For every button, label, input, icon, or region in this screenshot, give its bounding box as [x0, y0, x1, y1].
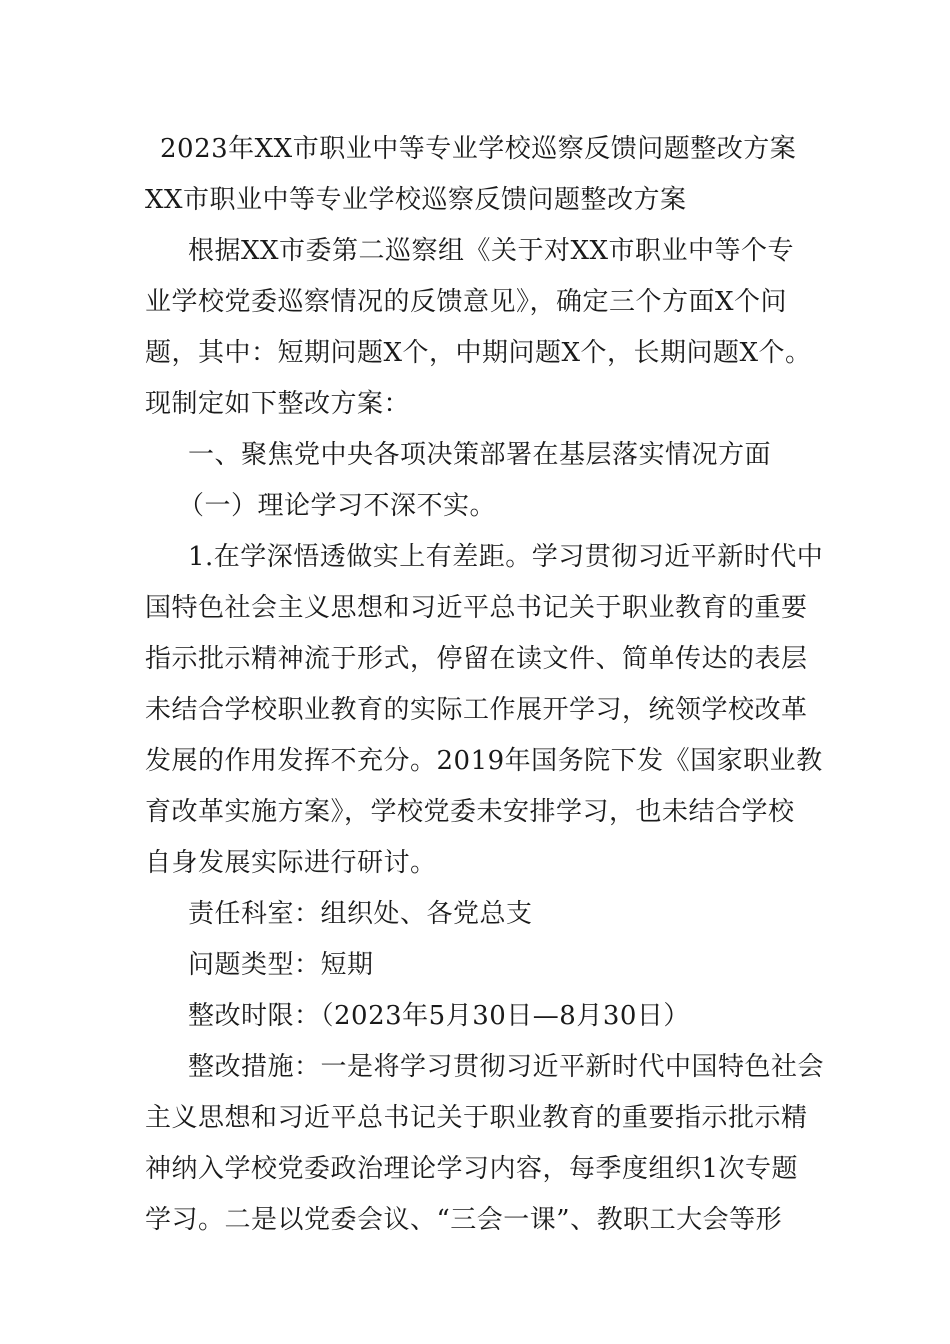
responsible-dept: 责任科室：组织处、各党总支 — [188, 899, 533, 929]
measures-line-3: 神纳入学校党委政治理论学习内容，每季度组织1次专题 — [145, 1154, 799, 1184]
item1-line-3: 指示批示精神流于形式，停留在读文件、简单传达的表层 — [145, 644, 808, 674]
item1-line-5: 发展的作用发挥不充分。2019年国务院下发《国家职业教 — [145, 746, 823, 776]
item1-line-2: 国特色社会主义思想和习近平总书记关于职业教育的重要 — [145, 593, 808, 623]
intro-line-1: 根据XX市委第二巡察组《关于对XX市职业中等个专 — [188, 236, 795, 266]
intro-line-2: 业学校党委巡察情况的反馈意见》，确定三个方面X个问 — [145, 287, 788, 317]
measures-line-1: 整改措施：一是将学习贯彻习近平新时代中国特色社会 — [188, 1052, 825, 1082]
item1-line-1: 1.在学深悟透做实上有差距。学习贯彻习近平新时代中 — [188, 542, 824, 572]
deadline: 整改时限：（2023年5月30日—8月30日） — [188, 1001, 690, 1031]
section-heading: 一、聚焦党中央各项决策部署在基层落实情况方面 — [188, 440, 772, 470]
intro-line-4: 现制定如下整改方案： — [145, 389, 411, 419]
problem-type: 问题类型：短期 — [188, 950, 374, 980]
item1-line-7: 自身发展实际进行研讨。 — [145, 848, 437, 878]
document-subtitle: XX市职业中等专业学校巡察反馈问题整改方案 — [145, 185, 687, 215]
item1-line-6: 育改革实施方案》，学校党委未安排学习，也未结合学校 — [145, 797, 795, 827]
measures-line-4: 学习。二是以党委会议、“三会一课”、教职工大会等形 — [145, 1205, 783, 1235]
document-title: 2023年XX市职业中等专业学校巡察反馈问题整改方案 — [160, 134, 797, 164]
subsection-heading: （一）理论学习不深不实。 — [178, 491, 497, 521]
item1-line-4: 未结合学校职业教育的实际工作展开学习，统领学校改革 — [145, 695, 808, 725]
intro-line-3: 题，其中：短期问题X个，中期问题X个，长期问题X个。 — [145, 338, 812, 368]
measures-line-2: 主义思想和习近平总书记关于职业教育的重要指示批示精 — [145, 1103, 808, 1133]
